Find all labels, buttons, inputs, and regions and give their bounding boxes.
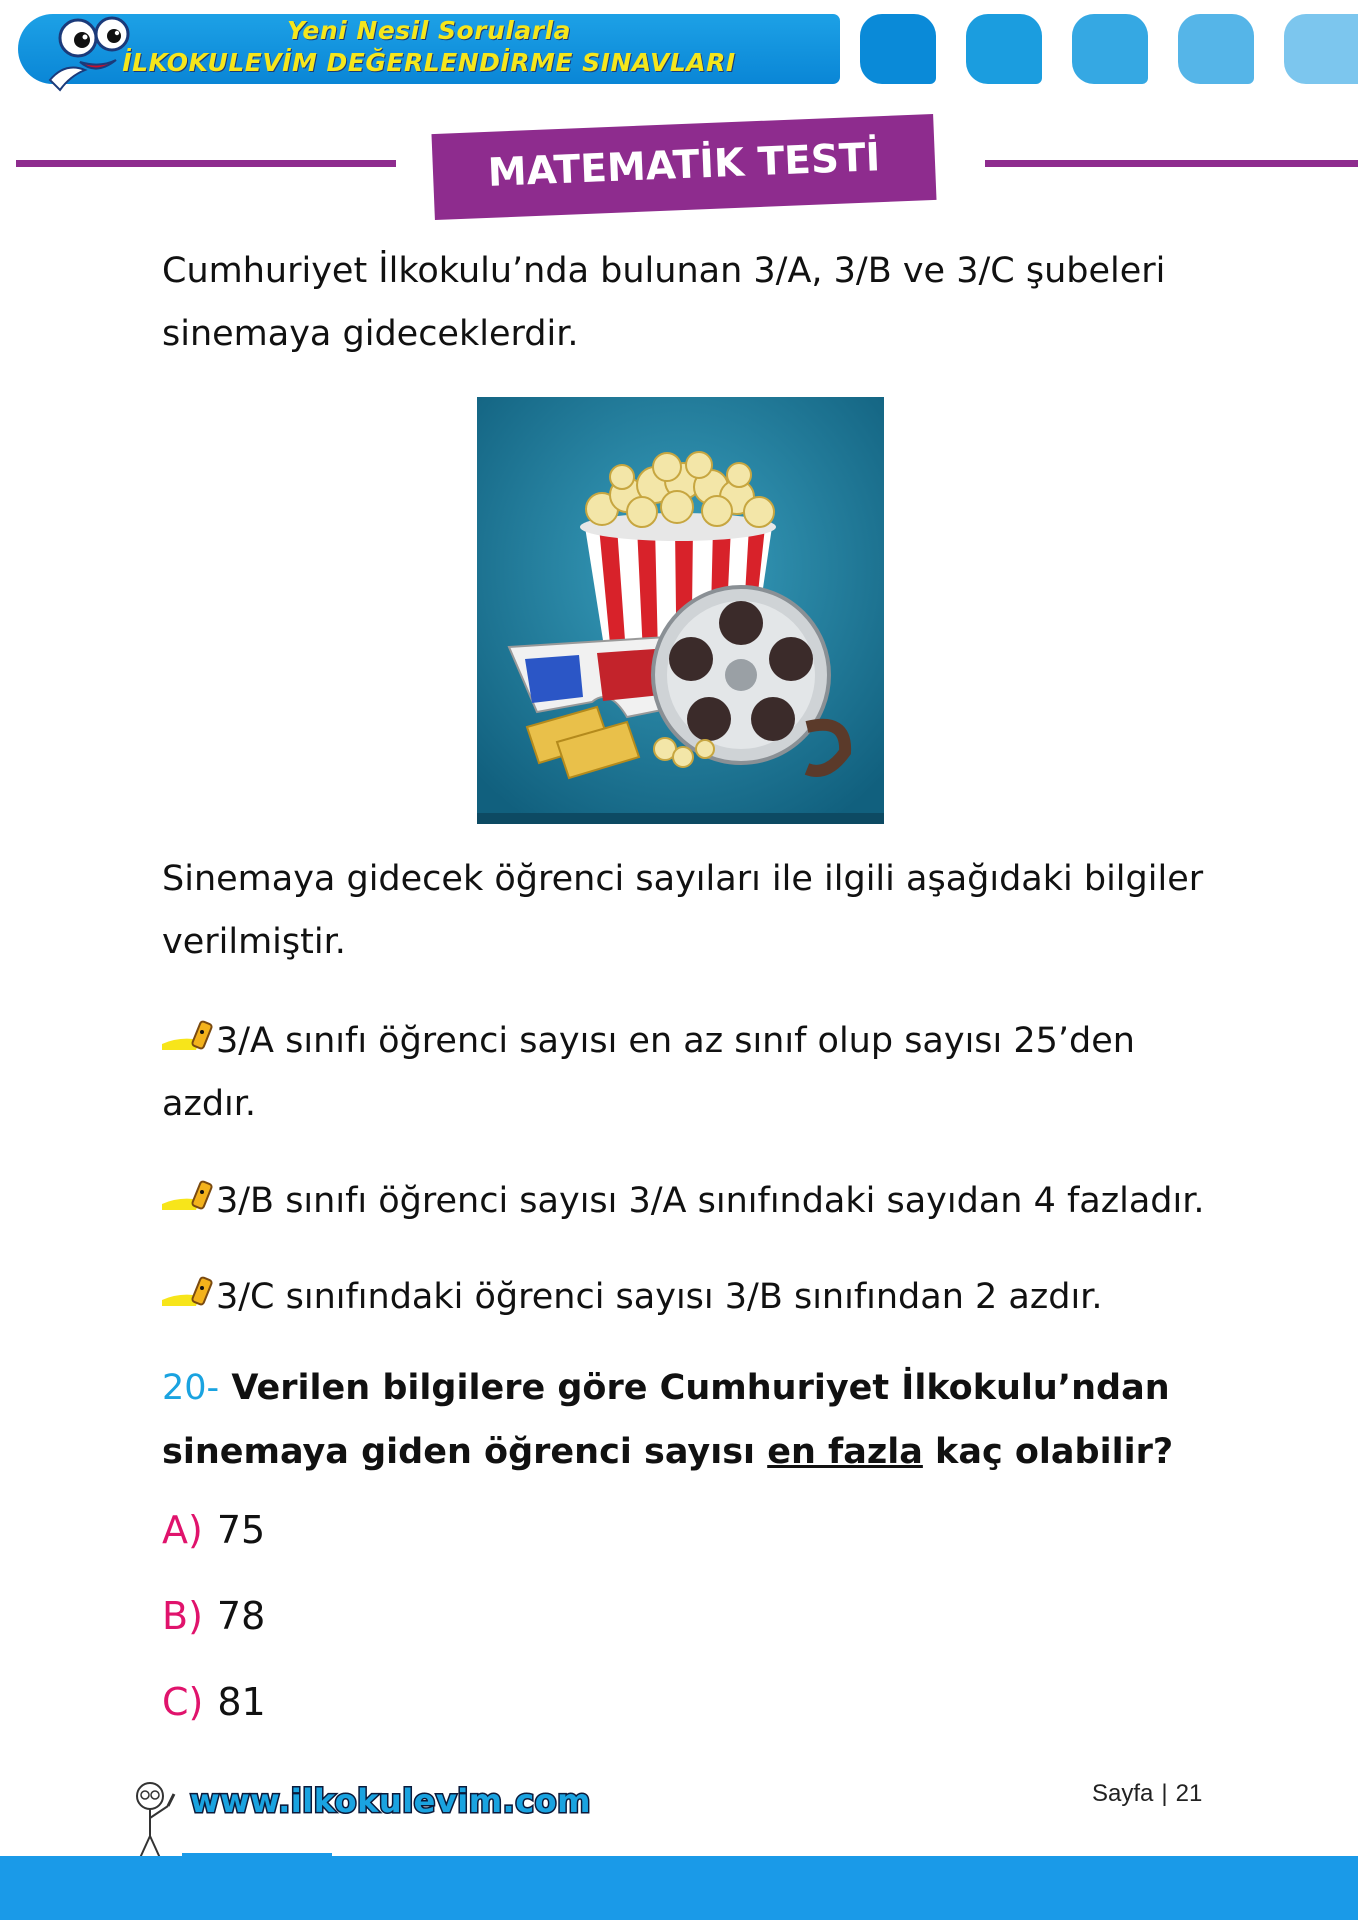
title-rule-right bbox=[985, 160, 1358, 167]
question-emphasis: en fazla bbox=[767, 1432, 923, 1472]
option-c-value: 81 bbox=[217, 1680, 266, 1724]
option-a[interactable] bbox=[162, 1508, 265, 1552]
mascot-logo-icon bbox=[40, 10, 140, 92]
intro-paragraph: Cumhuriyet İlkokulu’nda bulunan 3/A, 3/B ve 3/C şubeleri sinemaya gideceklerdir. bbox=[162, 251, 1166, 354]
info-item-2 bbox=[162, 1170, 1212, 1233]
cinema-popcorn-illustration bbox=[477, 397, 884, 824]
header-tab-5 bbox=[1284, 14, 1358, 84]
page-separator: | bbox=[1161, 1780, 1168, 1807]
header-tab-3 bbox=[1072, 14, 1148, 84]
option-b-letter: B) bbox=[162, 1594, 203, 1638]
header-banner bbox=[18, 14, 840, 84]
option-c[interactable] bbox=[162, 1680, 266, 1724]
info-item-1 bbox=[162, 1010, 1212, 1136]
pencil-bullet-icon bbox=[162, 1276, 214, 1310]
option-b[interactable] bbox=[162, 1594, 265, 1638]
stick-figure-logo-icon bbox=[128, 1780, 194, 1860]
question-text-after: kaç olabilir? bbox=[922, 1432, 1174, 1472]
info-paragraph: Sinemaya gidecek öğrenci sayıları ile ilgili aşağıdaki bilgiler verilmiştir. bbox=[162, 859, 1204, 962]
header-tab-2 bbox=[966, 14, 1042, 84]
question-text-before: Verilen bilgilere göre Cumhuriyet İlkokulu’ndan sinemaya giden öğrenci sayısı bbox=[162, 1368, 1170, 1472]
option-c-letter: C) bbox=[162, 1680, 204, 1724]
question-text bbox=[162, 1356, 1242, 1484]
info-item-2-text: 3/B sınıfı öğrenci sayısı 3/A sınıfındaki sayıdan 4 fazladır. bbox=[216, 1181, 1205, 1221]
option-a-letter: A) bbox=[162, 1508, 203, 1552]
footer-bar bbox=[0, 1856, 1358, 1920]
question-number: 20- bbox=[162, 1368, 220, 1408]
pencil-bullet-icon bbox=[162, 1020, 214, 1054]
header-tab-1 bbox=[860, 14, 936, 84]
header-tab-4 bbox=[1178, 14, 1254, 84]
page-number bbox=[1092, 1780, 1202, 1808]
option-a-value: 75 bbox=[216, 1508, 266, 1552]
info-item-3-text: 3/C sınıfındaki öğrenci sayısı 3/B sınıfından 2 azdır. bbox=[216, 1277, 1103, 1317]
option-b-value: 78 bbox=[216, 1594, 266, 1638]
banner-subtitle: Yeni Nesil Sorularla bbox=[286, 16, 572, 45]
page-number-value: 21 bbox=[1175, 1780, 1203, 1807]
pencil-bullet-icon bbox=[162, 1180, 214, 1214]
banner-title: İLKOKULEVİM DEĞERLENDİRME SINAVLARI bbox=[122, 48, 736, 77]
subject-title: MATEMATİK TESTİ bbox=[486, 135, 881, 196]
page-label: Sayfa bbox=[1092, 1780, 1154, 1807]
title-rule-left bbox=[16, 160, 396, 167]
info-item-1-text: 3/A sınıfı öğrenci sayısı en az sınıf olup sayısı 25’den azdır. bbox=[162, 1021, 1135, 1124]
website-link[interactable]: www.ilkokulevim.com bbox=[190, 1782, 591, 1820]
info-item-3 bbox=[162, 1266, 1212, 1329]
